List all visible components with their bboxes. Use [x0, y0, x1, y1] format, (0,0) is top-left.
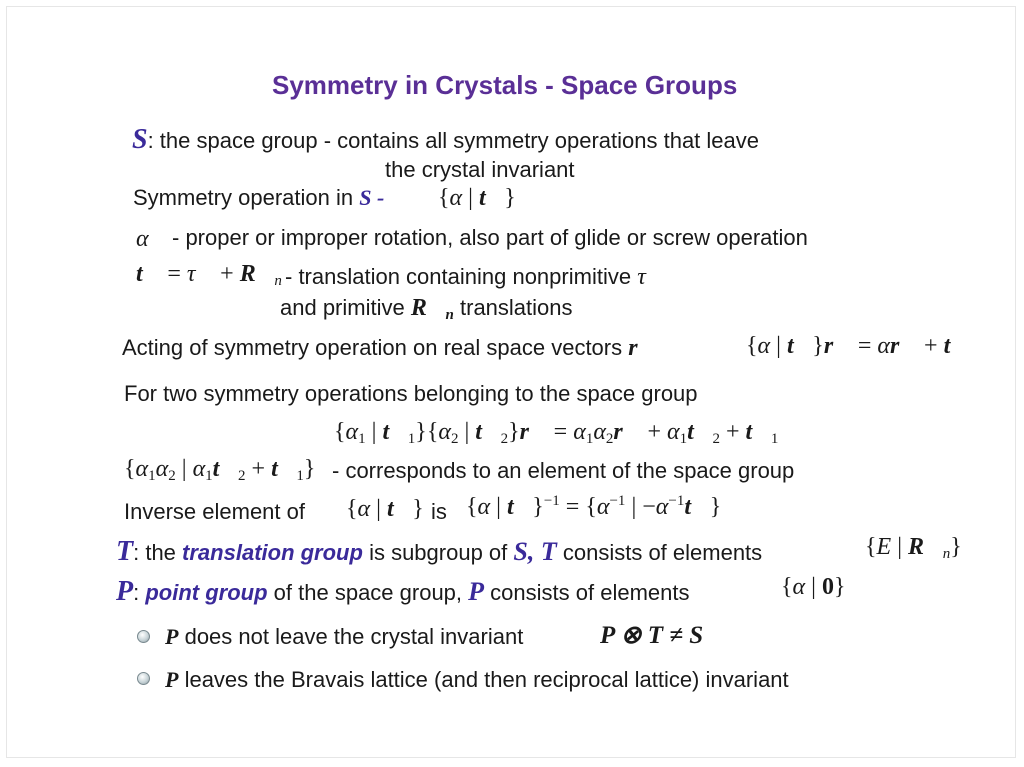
composite-element-formula: {α1α2 | α1t⃗2 + t⃗1}	[124, 456, 316, 484]
t-symbol: T	[116, 536, 134, 567]
symop-label: Symmetry operation in	[133, 185, 354, 210]
point-elements-formula: {α | 0}	[781, 574, 846, 600]
acting-text: Acting of symmetry operation on real space vectors	[122, 335, 623, 360]
alpha-desc: - proper or improper rotation, also part of glide or screw operation	[172, 225, 808, 250]
translation-group-term: translation group	[182, 540, 363, 565]
t-consists-text: consists of elements	[562, 540, 763, 565]
two-operations-text: For two symmetry operations belonging to the space group	[124, 381, 698, 406]
inverse-pre-text: Inverse element of	[124, 499, 305, 524]
space-group-desc-1: : the space group - contains all symmetry operations that leave	[147, 128, 760, 153]
inverse-formula: {α | t⃗}$^{-1}$ = {$\alpha^{-1}$ | $-\alpha^{-1}t⃗$}	[466, 493, 722, 520]
bullet-1-formula: P ⊗ T ≠ S	[600, 622, 704, 649]
p-symbol: P	[116, 576, 134, 607]
bullet-item-2	[165, 669, 789, 691]
space-group-desc-2: the crystal invariant	[385, 157, 575, 182]
slide-title: Symmetry in Crystals - Space Groups	[272, 70, 738, 100]
translation-formula: t⃗ = τ⃗ + R⃗n	[136, 261, 282, 289]
t-colon: : the	[133, 540, 176, 565]
acting-formula: {α | t⃗}r⃗ = αr⃗ + t⃗	[746, 333, 969, 359]
inverse-element-formula: {α | t⃗}	[346, 496, 424, 522]
p-consists-text: consists of elements	[490, 580, 690, 605]
translation-desc-2-post: translations	[460, 295, 573, 320]
translation-desc-1-text: - translation containing nonprimitive	[285, 264, 632, 289]
bullet-icon	[137, 630, 150, 643]
translation-group-line	[116, 538, 762, 566]
bullet-item-1	[165, 626, 523, 648]
r-vector-symbol: r⃗	[628, 335, 657, 361]
symop-formula: {α | t⃗}	[438, 185, 516, 211]
product-formula: {α1 | t⃗1}{α2 | t⃗2}r⃗ = α1α2r⃗ + α1t⃗2 + t⃗1	[334, 419, 779, 447]
tau-symbol: τ⃗	[637, 264, 665, 290]
space-group-definition	[132, 126, 759, 154]
corresponds-text: - corresponds to an element of the space group	[332, 458, 795, 483]
p-symbol-2: P	[468, 577, 485, 606]
bullet-icon	[137, 672, 150, 685]
translation-desc-2	[280, 296, 573, 323]
symop-s: S -	[359, 185, 385, 210]
alpha-symbol: α	[136, 226, 149, 252]
p-rest-text: of the space group,	[273, 580, 463, 605]
rn-symbol: R⃗n	[410, 295, 454, 323]
bullet-2-text: leaves the Bravais lattice (and then reciprocal lattice) invariant	[184, 667, 789, 692]
s-symbol: S	[132, 124, 148, 155]
bullet-1-text: does not leave the crystal invariant	[184, 624, 524, 649]
bullet-2-symbol: P	[165, 667, 179, 692]
symmetry-operation-line	[133, 187, 384, 209]
point-group-line	[116, 578, 689, 606]
s-t-symbols: S, T	[513, 537, 557, 566]
translation-desc-1	[285, 265, 664, 289]
t-subgroup-text: is subgroup of	[369, 540, 508, 565]
translation-desc-2-pre: and primitive	[280, 295, 405, 320]
p-colon: :	[133, 580, 140, 605]
acting-line	[122, 336, 656, 360]
inverse-is-text: is	[431, 499, 447, 524]
point-group-term: point group	[145, 580, 268, 605]
translation-elements-formula: {E | R⃗n}	[865, 534, 962, 562]
bullet-1-symbol: P	[165, 624, 179, 649]
